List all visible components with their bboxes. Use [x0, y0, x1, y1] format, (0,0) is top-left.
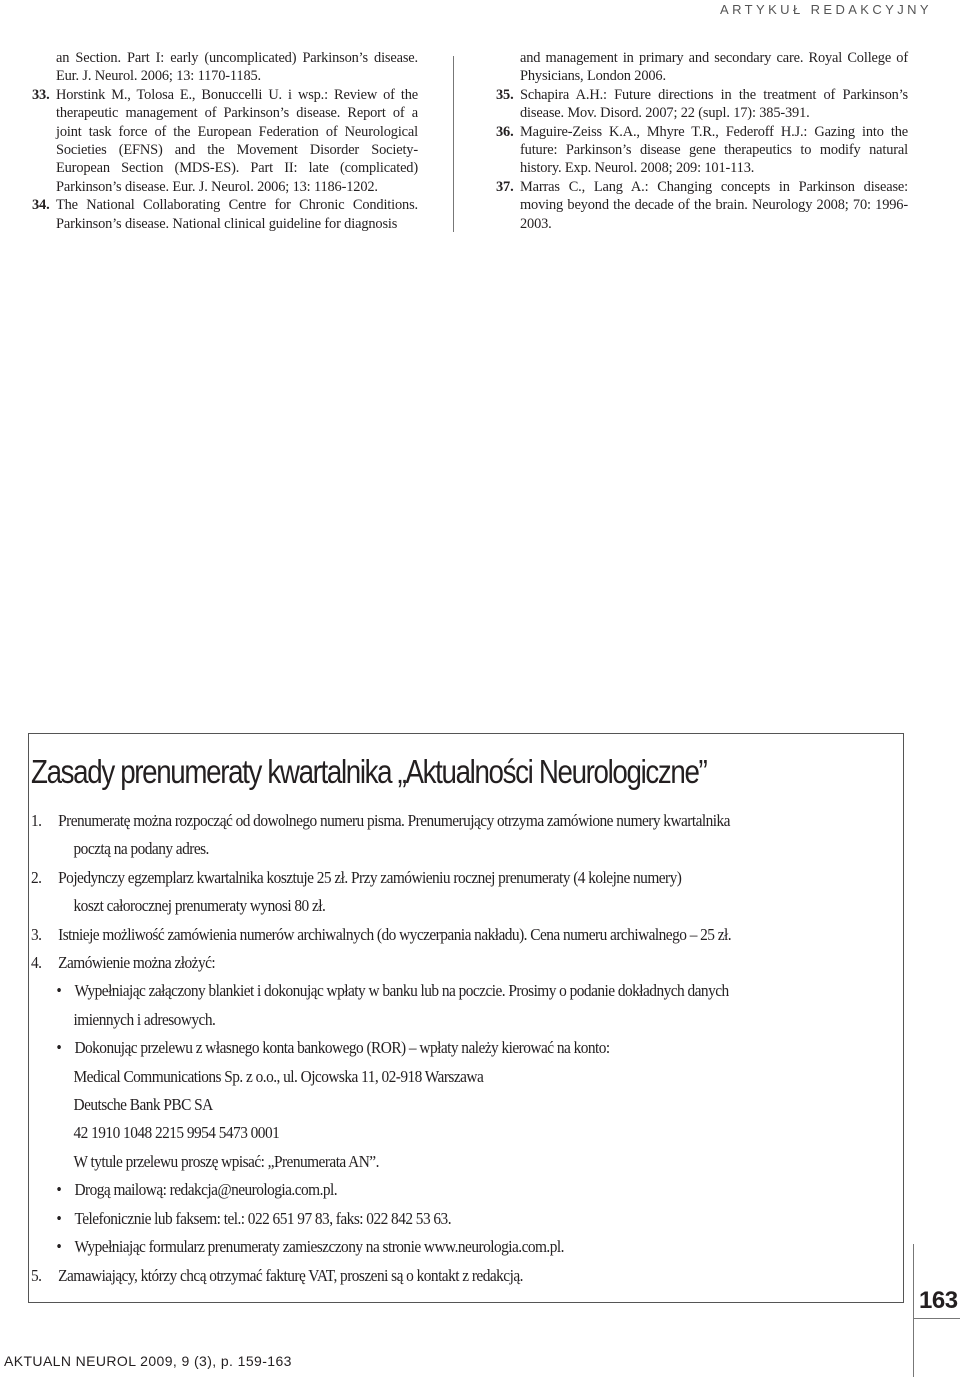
rule-text: Prenumeratę można rozpocząć od dowolnego numeru pisma. Prenumerujący otrzyma zamówione numery kwartalnika — [58, 811, 730, 830]
references-right-column — [496, 49, 908, 233]
reference-text: Horstink M., Tolosa E., Bonuccelli U. i wsp.: Review of the therapeutic management of Parkinson’s disease. Report of a joint task force of the European Federation of Neurological Societies (EFNS) and the Movement Disorder Society-European Section (MDS-ES). Part II: late (complicated) Parkinson’s disease. Eur. J. Neurol. 2006; 13: 1186-1202. — [56, 86, 418, 195]
section-header: ARTYKUŁ REDAKCYJNY — [720, 2, 932, 17]
reference-item — [32, 196, 418, 233]
reference-number: 35. — [496, 86, 514, 103]
reference-item — [496, 123, 908, 178]
order-option — [31, 1034, 882, 1062]
reference-text: Marras C., Lang A.: Changing concepts in Parkinson disease: moving beyond the decade of the brain. Neurology 2008; 70: 1996-2003. — [520, 178, 908, 232]
rule-text: Zamawiający, którzy chcą otrzymać fakturę VAT, proszeni są o kontakt z redakcją. — [58, 1265, 523, 1285]
rule-number: 3. — [31, 924, 42, 944]
bullet-marker: • — [56, 1180, 62, 1200]
order-option-phone: Telefonicznie lub faksem: tel.: 022 651 97 83, faks: 022 842 53 63. — [74, 1208, 452, 1228]
reference-number: 36. — [496, 123, 514, 140]
bullet-marker: • — [56, 981, 62, 1001]
bullet-marker: • — [56, 1208, 62, 1228]
reference-number: 37. — [496, 178, 514, 195]
reference-item — [496, 49, 908, 86]
rule-item — [31, 1262, 882, 1290]
reference-item — [496, 86, 908, 123]
reference-number: 34. — [32, 197, 50, 214]
reference-number — [32, 49, 56, 86]
reference-number: 33. — [32, 86, 50, 103]
rule-number: 4. — [31, 953, 42, 973]
rule-item — [31, 949, 882, 977]
column-divider — [453, 56, 454, 232]
subscription-rules — [31, 807, 882, 1290]
rule-item — [31, 864, 882, 892]
subscription-title: Zasady prenumeraty kwartalnika „Aktualności Neurologiczne” — [31, 753, 707, 790]
bank-account-number: 42 1910 1048 2215 9954 5473 0001 — [73, 1123, 280, 1143]
rule-item — [31, 807, 882, 835]
reference-number — [496, 49, 520, 86]
rule-text: Zamówienie można złożyć: — [58, 953, 216, 973]
order-option-text-continued: imiennych i adresowych. — [73, 1009, 216, 1029]
order-option — [31, 977, 882, 1005]
reference-text: Schapira A.H.: Future directions in the treatment of Parkinson’s disease. Mov. Disord. 2007; 22 (supl. 17): 385-391. — [520, 86, 908, 122]
order-option-text: Wypełniając załączony blankiet i dokonując wpłaty w banku lub na poczcie. Prosimy o podanie dokładnych danych — [74, 981, 729, 1001]
reference-text: Maguire-Zeiss K.A., Mhyre T.R., Federoff H.J.: Gazing into the future: Parkinson’s disease gene therapeutics to modify natural history. Exp. Neurol. 2008; 209: 101-113. — [520, 123, 908, 177]
page-number-rule — [913, 1318, 960, 1319]
order-option-email: Drogą mailową: redakcja@neurologia.com.pl. — [74, 1180, 338, 1200]
bullet-marker: • — [56, 1038, 62, 1058]
reference-item — [496, 178, 908, 233]
rule-text-continued: koszt całorocznej prenumeraty wynosi 80 zł. — [73, 896, 326, 916]
reference-item — [32, 49, 418, 86]
reference-text: and management in primary and secondary care. Royal College of Physicians, London 2006. — [520, 50, 908, 85]
order-option — [31, 1205, 882, 1233]
order-option — [31, 1176, 882, 1204]
references-left-column — [32, 49, 418, 233]
rule-text-continued: pocztą na podany adres. — [73, 839, 209, 859]
bank-name: Deutsche Bank PBC SA — [73, 1095, 213, 1115]
transfer-title-note: W tytule przelewu proszę wpisać: „Prenumerata AN”. — [73, 1151, 379, 1171]
rule-number: 5. — [31, 1265, 42, 1285]
reference-text: The National Collaborating Centre for Chronic Conditions. Parkinson’s disease. National clinical guideline for diagnosis — [56, 197, 418, 232]
rule-item — [31, 921, 882, 949]
reference-text: an Section. Part I: early (uncomplicated) Parkinson’s disease. Eur. J. Neurol. 2006; 13: 1170-1185. — [56, 50, 418, 85]
rule-text: Pojedynczy egzemplarz kwartalnika kosztuje 25 zł. Przy zamówieniu rocznej prenumeraty (4 kolejne numery) — [58, 867, 682, 887]
order-option-website: Wypełniając formularz prenumeraty zamieszczony na stronie www.neurologia.com.pl. — [74, 1237, 564, 1257]
journal-citation: AKTUALN NEUROL 2009, 9 (3), p. 159-163 — [4, 1353, 292, 1369]
page-number: 163 — [919, 1287, 958, 1314]
bullet-marker: • — [56, 1237, 62, 1257]
company-address: Medical Communications Sp. z o.o., ul. Ojcowska 11, 02-918 Warszawa — [73, 1066, 484, 1086]
rule-number: 1. — [31, 811, 42, 830]
reference-item — [32, 86, 418, 196]
rule-text: Istnieje możliwość zamówienia numerów archiwalnych (do wyczerpania nakładu). Cena numeru archiwalnego – 25 zł. — [58, 924, 732, 944]
rule-number: 2. — [31, 867, 42, 887]
order-option — [31, 1233, 882, 1261]
order-option-text: Dokonując przelewu z własnego konta bankowego (ROR) – wpłaty należy kierować na konto: — [74, 1038, 610, 1058]
page-number-divider — [913, 1244, 914, 1377]
